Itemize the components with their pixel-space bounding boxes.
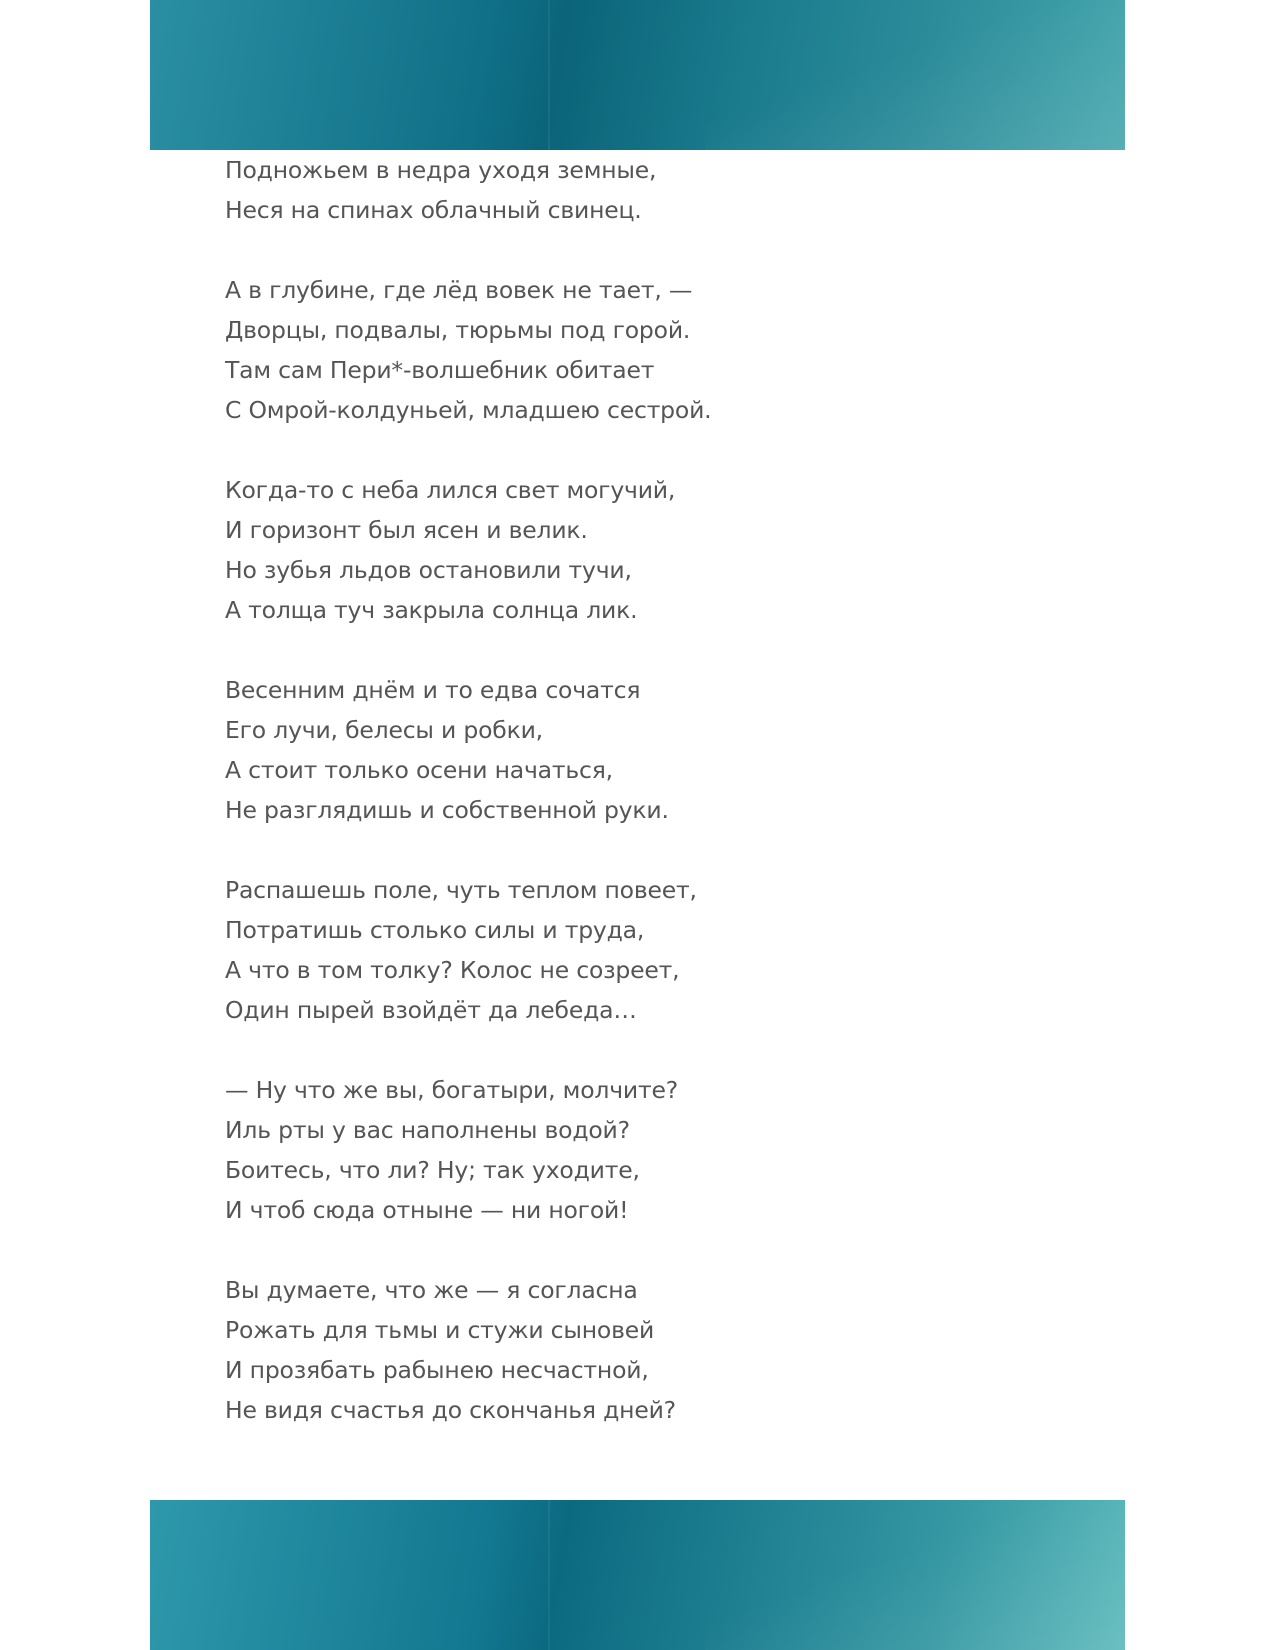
- poem-line: Но зубья льдов остановили тучи,: [225, 556, 632, 584]
- poem-line: Потратишь столько силы и труда,: [225, 916, 645, 944]
- poem-line: А стоит только осени начаться,: [225, 756, 613, 784]
- stanza-7: [225, 1270, 925, 1430]
- header-band-seam: [548, 0, 550, 150]
- poem-line: Боитесь, что ли? Ну; так уходите,: [225, 1156, 640, 1184]
- footer-band-seam: [548, 1500, 550, 1650]
- poem-line: Дворцы, подвалы, тюрьмы под горой.: [225, 316, 691, 344]
- poem-line: Иль рты у вас наполнены водой?: [225, 1116, 630, 1144]
- poem-line: И прозябать рабынею несчастной,: [225, 1356, 649, 1384]
- poem-line: А в глубине, где лёд вовек не тает, —: [225, 276, 693, 304]
- poem-line: Не видя счастья до скончанья дней?: [225, 1396, 676, 1424]
- stanza-1: [225, 150, 925, 230]
- poem-line: Подножьем в недра уходя земные,: [225, 156, 657, 184]
- stanza-6: [225, 1070, 925, 1230]
- poem-line: Неся на спинах облачный свинец.: [225, 196, 642, 224]
- poem-body: [225, 150, 925, 1470]
- stanza-2: [225, 270, 925, 430]
- poem-line: С Омрой-колдуньей, младшею сестрой.: [225, 396, 712, 424]
- poem-line: Не разглядишь и собственной руки.: [225, 796, 669, 824]
- header-decorative-band: [150, 0, 1125, 150]
- stanza-5: [225, 870, 925, 1030]
- poem-line: Весенним днём и то едва сочатся: [225, 676, 641, 704]
- poem-line: А толща туч закрыла солнца лик.: [225, 596, 638, 624]
- poem-line: И горизонт был ясен и велик.: [225, 516, 588, 544]
- poem-line: Вы думаете, что же — я согласна: [225, 1276, 638, 1304]
- footer-decorative-band: [150, 1500, 1125, 1650]
- poem-line: — Ну что же вы, богатыри, молчите?: [225, 1076, 678, 1104]
- stanza-3: [225, 470, 925, 630]
- poem-line: Распашешь поле, чуть теплом повеет,: [225, 876, 697, 904]
- stanza-4: [225, 670, 925, 830]
- poem-line: Там сам Пери*-волшебник обитает: [225, 356, 655, 384]
- poem-line: И чтоб сюда отныне — ни ногой!: [225, 1196, 629, 1224]
- poem-line: А что в том толку? Колос не созреет,: [225, 956, 680, 984]
- poem-line: Один пырей взойдёт да лебеда…: [225, 996, 637, 1024]
- poem-line: Его лучи, белесы и робки,: [225, 716, 543, 744]
- poem-line: Когда-то с неба лился свет могучий,: [225, 476, 676, 504]
- footer-band-sheen: [705, 1500, 1125, 1650]
- header-band-sheen: [705, 0, 1125, 150]
- poem-line: Рожать для тьмы и стужи сыновей: [225, 1316, 655, 1344]
